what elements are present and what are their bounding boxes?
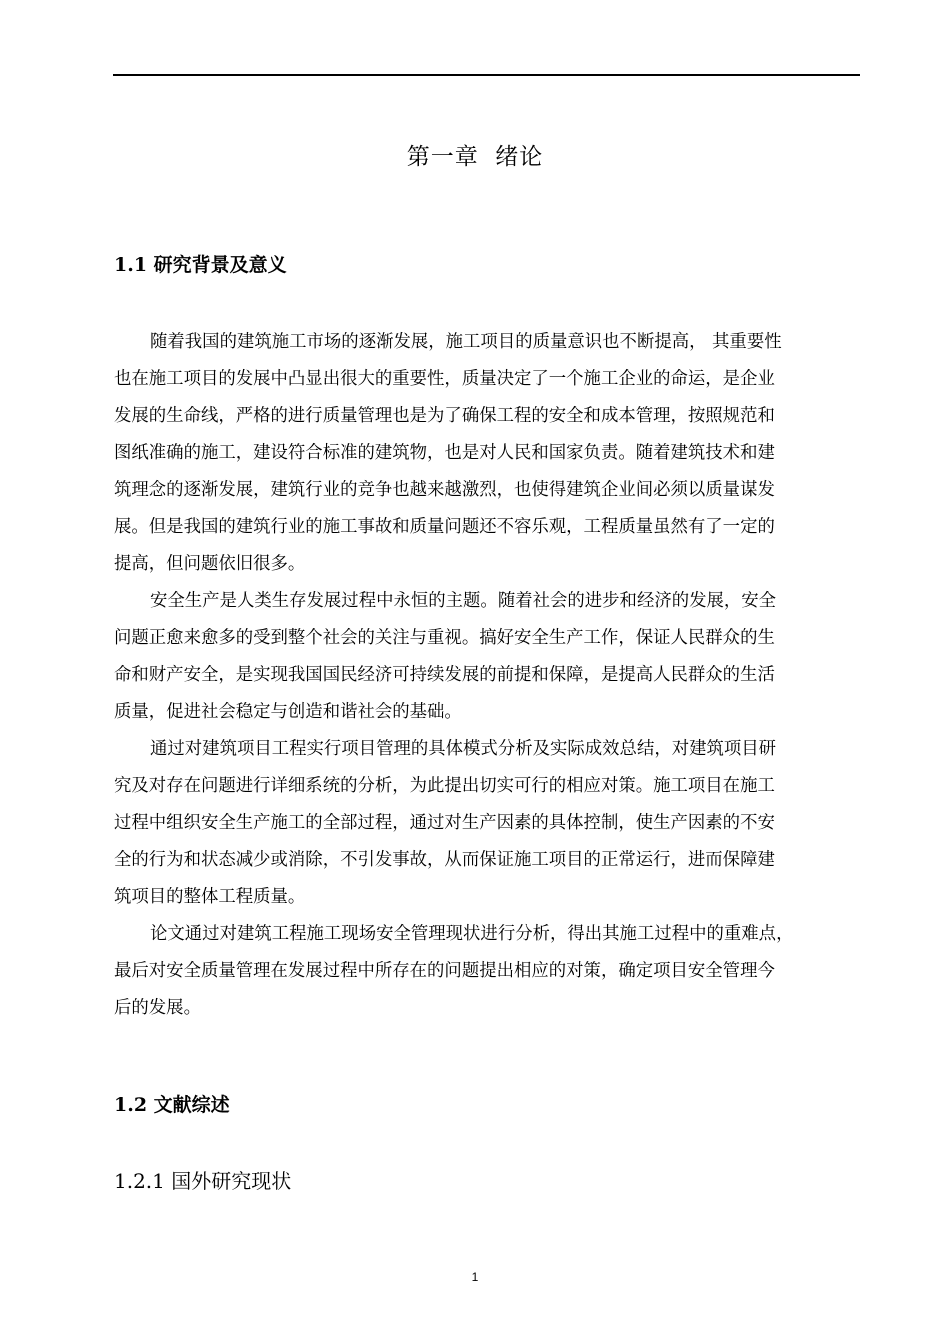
paragraph-line: 安全生产是人类生存发展过程中永恒的主题。随着社会的进步和经济的发展，安全 (150, 591, 777, 611)
paragraph-line: 筑项目的整体工程质量。 (114, 887, 306, 907)
paragraph-line: 也在施工项目的发展中凸显出很大的重要性，质量决定了一个施工企业的命运，是企业 (114, 369, 775, 389)
paragraph-line: 随着我国的建筑施工市场的逐渐发展，施工项目的质量意识也不断提高， 其重要性 (150, 332, 782, 352)
subsection-heading-1-2-1: 1.2.1 国外研究现状 (114, 1169, 292, 1193)
paragraph-line: 提高，但问题依旧很多。 (114, 554, 306, 574)
paragraph-line: 后的发展。 (114, 998, 201, 1018)
paragraph-line: 通过对建筑项目工程实行项目管理的具体模式分析及实际成效总结，对建筑项目研 (150, 739, 777, 759)
paragraph-line: 发展的生命线，严格的进行质量管理也是为了确保工程的安全和成本管理，按照规范和 (114, 406, 775, 426)
page-number: 1 (471, 1270, 479, 1284)
paragraph-line: 全的行为和状态减少或消除，不引发事故，从而保证施工项目的正常运行，进而保障建 (114, 850, 775, 870)
paragraph-line: 图纸准确的施工，建设符合标准的建筑物，也是对人民和国家负责。随着建筑技术和建 (114, 443, 775, 463)
header-rule (113, 74, 860, 76)
paragraph-line: 展。但是我国的建筑行业的施工事故和质量问题还不容乐观，工程质量虽然有了一定的 (114, 517, 775, 537)
section-heading-1-2: 1.2 文献综述 (114, 1094, 230, 1116)
paragraph-line: 最后对安全质量管理在发展过程中所存在的问题提出相应的对策，确定项目安全管理今 (114, 961, 775, 981)
paragraph-line: 问题正愈来愈多的受到整个社会的关注与重视。搞好安全生产工作，保证人民群众的生 (114, 628, 775, 648)
paragraph-line: 究及对存在问题进行详细系统的分析，为此提出切实可行的相应对策。施工项目在施工 (114, 776, 775, 796)
paragraph-line: 过程中组织安全生产施工的全部过程，通过对生产因素的具体控制，使生产因素的不安 (114, 813, 775, 833)
paragraph-line: 论文通过对建筑工程施工现场安全管理现状进行分析，得出其施工过程中的重难点， (150, 924, 794, 944)
paragraph-line: 筑理念的逐渐发展，建筑行业的竞争也越来越激烈，也使得建筑企业间必须以质量谋发 (114, 480, 775, 500)
paragraph-line: 命和财产安全，是实现我国国民经济可持续发展的前提和保障，是提高人民群众的生活 (114, 665, 775, 685)
chapter-title: 第一章 绪论 (406, 144, 544, 170)
section-heading-1-1: 1.1 研究背景及意义 (114, 254, 287, 276)
paragraph-line: 质量，促进社会稳定与创造和谐社会的基础。 (114, 702, 462, 722)
